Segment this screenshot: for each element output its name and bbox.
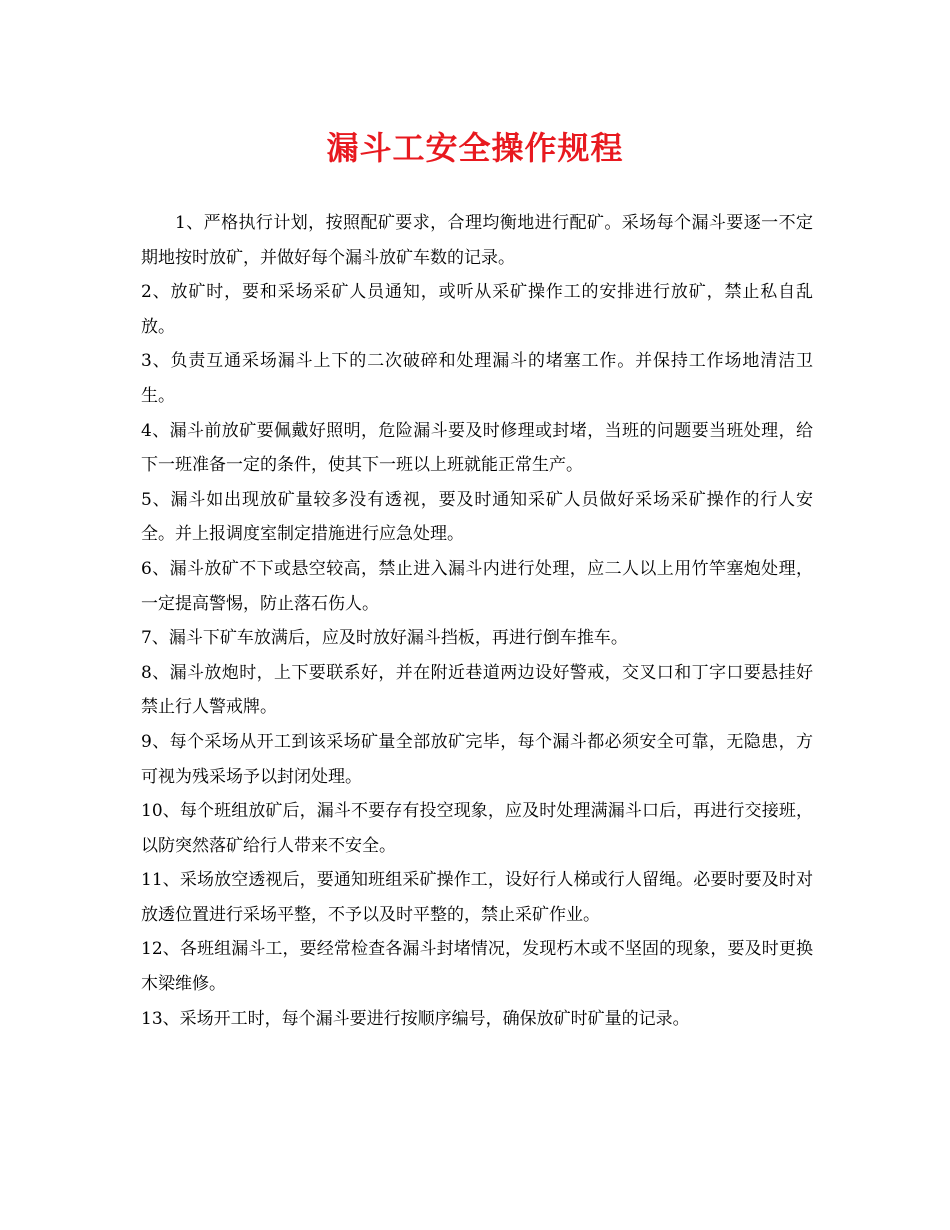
rule-paragraph-8: 8、漏斗放炮时，上下要联系好，并在附近巷道两边设好警戒，交叉口和丁字口要悬挂好禁止行人警戒牌。: [141, 662, 813, 718]
rule-paragraph-7: 7、漏斗下矿车放满后，应及时放好漏斗挡板，再进行倒车推车。: [141, 628, 628, 649]
rule-paragraph-2: 2、放矿时，要和采场采矿人员通知，或听从采矿操作工的安排进行放矿，禁止私自乱放。: [141, 282, 813, 337]
rule-paragraph-9: 9、每个采场从开工到该采场矿量全部放矿完毕，每个漏斗都必须安全可靠，无隐患，方可视为残采场予以封闭处理。: [141, 731, 813, 787]
rule-paragraph-6: 6、漏斗放矿不下或悬空较高，禁止进入漏斗内进行处理，应二人以上用竹竿塞炮处理，一定提高警惕，防止落石伤人。: [141, 558, 813, 614]
rule-paragraph-5: 5、漏斗如出现放矿量较多没有透视，要及时通知采矿人员做好采场采矿操作的行人安全。并上报调度室制定措施进行应急处理。: [141, 489, 813, 545]
rule-paragraph-1: 1、严格执行计划，按照配矿要求，合理均衡地进行配矿。采场每个漏斗要逐一不定期地按时放矿，并做好每个漏斗放矿车数的记录。: [141, 213, 813, 268]
rule-paragraph-11: 11、采场放空透视后，要通知班组采矿操作工，设好行人梯或行人留绳。必要时要及时对放透位置进行采场平整，不予以及时平整的，禁止采矿作业。: [141, 870, 813, 925]
rule-paragraph-13: 13、采场开工时，每个漏斗要进行按顺序编号，确保放矿时矿量的记录。: [141, 1008, 690, 1029]
rule-paragraph-10: 10、每个班组放矿后，漏斗不要存有投空现象，应及时处理满漏斗口后，再进行交接班，以防突然落矿给行人带来不安全。: [141, 801, 813, 856]
rule-paragraph-3: 3、负责互通采场漏斗上下的二次破碎和处理漏斗的堵塞工作。并保持工作场地清洁卫生。: [141, 351, 813, 406]
document-body: [141, 206, 813, 1036]
rule-paragraph-12: 12、各班组漏斗工，要经常检查各漏斗封堵情况，发现朽木或不坚固的现象，要及时更换木梁维修。: [141, 939, 813, 995]
rule-paragraph-4: 4、漏斗前放矿要佩戴好照明，危险漏斗要及时修理或封堵，当班的问题要当班处理，给下一班准备一定的条件，使其下一班以上班就能正常生产。: [141, 420, 813, 476]
document-title: 漏斗工安全操作规程: [326, 129, 624, 167]
